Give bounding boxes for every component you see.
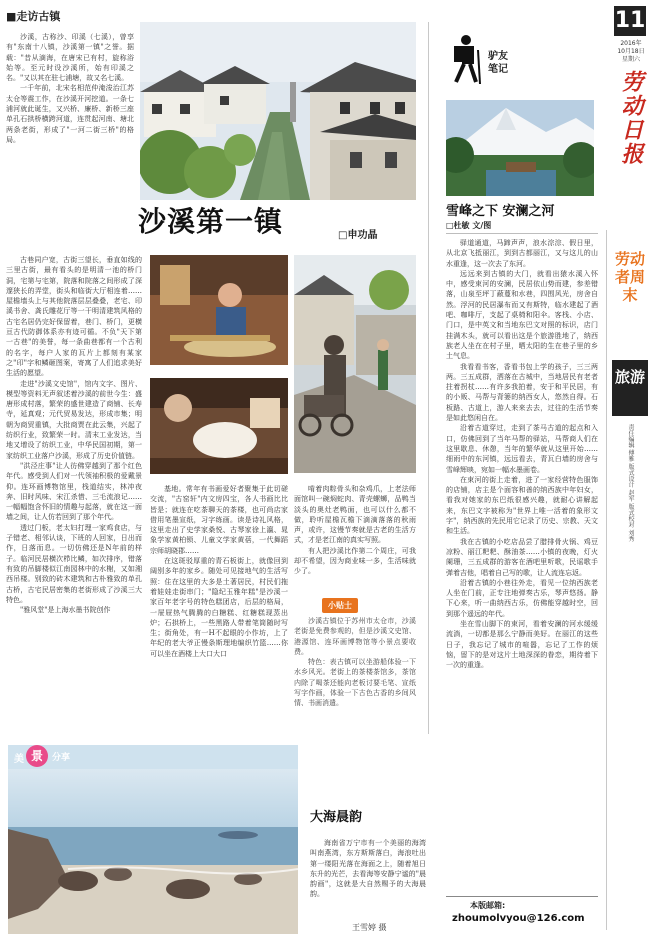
snow-paragraph: 在束河的街上走着，进了一家经营特色服饰的店铺，店主是个面容和善的纳西族中年妇女，看我对她家的东巴纸很感兴趣，就耐心讲解起来，东巴文字被称为"世界上唯一活着的象形文字"，纳西族的先民用它记录了历史、宗教、天文和生活。 (446, 475, 598, 536)
credits (626, 424, 634, 542)
credit-editor: 责任编辑 傅雅 (627, 424, 634, 462)
date-year: 2016年 (620, 40, 642, 47)
date-day: 10月18日 (617, 48, 645, 55)
snow-paragraph: 驿道通道，马蹄声声，浪水淙淙、假日里，从北京飞抵丽江，到到古都丽江，又与这儿的山水重逢，这一次去了东河。 (446, 239, 598, 268)
hiker-icon (446, 34, 482, 86)
rice-cake-photo (150, 378, 288, 474)
shaxi-column-1 (6, 255, 142, 735)
shaxi-body-paragraph: 啃着肉粽骨头和杂鸡爪，上老法师面馆叫一碗焖蛇肉、青壳螺蛳，品鸭当淡头的奥灶老鸭面，也可以什么都不做，聆听屋檐瓦檐下滴滴落落的秋雨声，或许，这慢节奏就是古老的生活方式，才是老江南的真实写照。 (294, 485, 416, 545)
shaxi-intro-paragraph: 一千年前，北宋名相范仲淹浚治江苏太仓等震工作，在沙溪开河挖道。一条七浦河就此诞生，又兴桥、廉桥、新桥三座单孔石拱桥横跨河道，连贯起河南、塘北两条老街，形成了"一河二街三桥"的格局。 (6, 84, 134, 144)
tip-box (294, 616, 416, 734)
mailbox-label: 本版邮箱: (470, 901, 506, 910)
shaxi-body-paragraph: "洪泾庄事"让人彷佛穿越到了那个红色年代。感受到人们对一代领袖积极的爱戴景仰。连环画博物馆里，栈道结实，林冲夜奔、旧时风味、宋江杀惜、三毛流浪记……一幅幅饱含怀旧的情趣与起落，就在这一面墙之间，让人仿若回到了那个年代。 (6, 461, 142, 522)
hiker-column-line2: 笔记 (488, 64, 508, 75)
newspaper-logo: 劳动日报 (618, 70, 644, 166)
section-label: ■走访古镇 (6, 10, 61, 23)
seascape-credit: 王雪婷 摄 (352, 923, 387, 932)
snow-paragraph: 我看看书客，香看书包上学的孩子，三三两两。三五成群，洒落在古城中，当地居民有老者拄着拐杖……有许多我拍着，安于和平民居，有的小贩、马帮与背篓的纳西女人，悠然自得。石板路、古道上，游人来来去去，过往的生活节奏是如此悠闲自在。 (446, 362, 598, 423)
weekday: 星期六 (621, 56, 640, 63)
banner-right: 分享 (52, 753, 71, 763)
hiker-column-line1: 驴友 (488, 51, 508, 62)
shaxi-body-paragraph: "雅风堂"是上海水墨书院创作 (20, 606, 111, 615)
credit-proofreader: 版式校对 刘秀 (627, 503, 634, 542)
snow-paragraph: 坐在雪山脚下的束河，看着安澜的河水缓缓流淌，一切都是那么宁静而美好。在丽江的这些日子，我忘记了城市的喧嚣，忘记了工作的烦恼，留下的是对这片土地深深的眷恋，期待着下一次的重逢。 (446, 619, 598, 670)
scenery-banner (8, 745, 298, 769)
shaxi-body-paragraph: 有人把沙溪比作第二个周庄，可我却不希望，因为商业味一多，生活味就少了。 (294, 546, 416, 576)
snow-title: 雪峰之下 安澜之河 (446, 204, 555, 219)
tip-paragraph: 沙溪古镇位于苏州市太仓市，沙溪老街是免费参观的，但是沙溪文史馆、港源馆、连环画博物馆等小景点要收费。 (294, 617, 416, 656)
shaxi-body-paragraph: 古巷同户宽，古街三望长，垂直如线的三里古街，最有看头的是明清一池的桥门洞，宅第与宅第，院落和院落之间形成了深邃狭长的弄堂，街头和临街大厅相连着……屋檐墙头上与其他院落层层叠叠，老宅、印溪书舍、龚氏雕花厅等一干明清建筑风格的古宅名居仍完好保留着，巷门、桥门，更横亘古代防御体系亦有迹可循。不负"天下第一古巷"的美誉，每一条曲巷都有一个古利的名字，每户人家的瓦片上都刻有某家之"印"字和鳞砸图案，寄寓了人们追求美好生活的愿望。 (6, 256, 142, 378)
snow-mountain-photo (446, 100, 594, 196)
travel-tag: 旅游 (612, 360, 648, 416)
shaxi-body-paragraph: 走进"沙溪文史馆"，馆内文字、图片、模型等资料无声叙述着沙溪的前世今生：盛唐形成村落，繁荣的盛世建造了商铺、长寿寺，延真观；元代贸易发达，形成市集；明朝为商贸重镇，大批商贾在此云集，兴起了纺织行业，致繁荣一时。清末工业发达，当地又增设了纺织工业，中华民国初期，第一家纺织工业落户沙溪，形成了历史价值链。 (6, 379, 142, 460)
shaxi-column-3 (294, 484, 416, 590)
shaxi-intro-paragraph: 沙溪，古称沙、印溪（七溪），曾享有"东南十八镇，沙溪第一镇"之誉。据载："昔从滴海，在唐宋已有村，旋称浴始等。至元时设沙溪所，始有印溪之名。"又以其在驻七浦塘，故又名七溪。 (6, 33, 134, 83)
weekend-title: 劳动者周末 (614, 250, 645, 304)
snow-paragraph: 沿着古道穿过，走到了茶马古道的起点和入口，仿佛回到了当年马帮的驿站，马帮商人们在这里歇息、休憩，当年的繁华就从这里开始……细雨中的东河镇，远远看去，青瓦白墙的房舍与雪峰辉映，宛如一幅水墨画卷。 (446, 424, 598, 474)
banner-mid: 景 (26, 745, 48, 767)
shaxi-body-paragraph: 在这斑驳厚重的青石板街上，就像回到阔别多年的家乡。随处可见接地气的生活写照：住在这里的大多是土著居民，村民们拖着娃娃走街串门；"隐纪玉雅年糕"是沙溪一家百年老字号的特色糕团店，后层的格局，一屉屉热气腾腾的白糖糕、红糖糕现蒸出炉；石拱桥上，一些黑路人带着笔筒随时写生；街角处，有一H不起眼的小作坊，上了年纪的老大爷正慢条斯理地编织竹篮……你可以坐在酒楼上大口大口 (150, 557, 288, 658)
shaxi-intro (6, 32, 134, 145)
shaxi-body-paragraph: 基地。常年有书画爱好者聚集于此切磋交流，"古窑轩"内文房四宝，各人书画比比皆是；就连在吃茶聊天的茶楼，也可尚店家借用笔墨宣纸，习字练画。读是诗礼风格，这里走出了史学家桑悦、古琴家徐上瀛、晁象学家黄柏锁、儿童文学家黄蓓，一代舞蹈宗师胡晓郡…… (150, 485, 288, 555)
issue-date (614, 40, 648, 64)
banner-left: 美 (14, 754, 24, 765)
seascape-photo (8, 769, 298, 934)
weaver-photo (150, 255, 288, 365)
seascape-caption (310, 838, 426, 914)
mailbox-email[interactable]: zhoumolvyou@126.com (452, 913, 585, 924)
snow-body (446, 238, 598, 878)
shaxi-title: 沙溪第一镇 (138, 205, 284, 238)
shaxi-body-paragraph: 透过门板，老太妇打理一家鸡食店，与子错老、相邻认谈，下班的人回家，日出而作，日落而息。一切仿佛还是N年前的样子。临河民居横次栉比鳞，如次排序，错落有致的吊脚楼似江南园林中的水榭，又如湘西吊楼。别致的砖木建筑和古朴雅致的单孔古桥，古宅民居密集的老街形成了沙溪三大特色。 (6, 523, 142, 604)
tip-badge: 小贴士 (322, 598, 358, 613)
snow-author: □杜敏 文/图 (446, 221, 492, 230)
hiker-column-name (488, 50, 508, 76)
snow-paragraph: 沿着古镇的小巷往外走，看见一位纳西族老人坐在门前，正专注地弹奏古乐，琴声悠扬。静下心来，听一曲纳西古乐，仿佛能穿越时空，回到那个遥远的年代。 (446, 578, 598, 618)
snow-paragraph: 我在古镇的小吃店品尝了腊排骨火锅、鸡豆凉粉、丽江粑粑、酥油茶……小镇的夜晚，灯火阑珊，三五成群的游客在酒吧里听歌，民谣歌手弹着吉他，唱着自己写的歌，让人流连忘返。 (446, 537, 598, 577)
statue-street-photo (294, 255, 416, 473)
credit-designer: 版式设计 赵军 (627, 463, 634, 502)
shaxi-canal-photo (140, 22, 416, 200)
shaxi-column-2 (150, 484, 288, 734)
snow-paragraph: 远远来到古镇的大门，就看出猿水溪入怀中，感受束河的安澜，民居依山势而建，参差错落，山泉至坪丁蔽蔓和水巷，四围风光，房舍自然。浮河的民居瀑布而又有斯特，临水建起了酒吧、咖啡厅，支起了桌椅和阳伞。客栈、小店、门口，是中英文和当地东巴文对照的标识，店门挂满木头，就可以看出这是个旅游胜地了，纳西族老人坐在在村子里，晒太阳的生在巷子里的乡土气息。 (446, 269, 598, 361)
seascape-title: 大海晨韵 (310, 810, 363, 825)
shaxi-author: □申功晶 (338, 230, 378, 241)
tip-paragraph: 特色：表古镇可以坐游船体验一下水乡风光。老街上的茶楼茶馆多，茶馆内除了喝茶还能向老板讨要毛笔、宣纸写字作画，体验一下古色古香的乡间风情、书画消遣。 (294, 658, 416, 708)
seascape-caption-text: 海南省万宁市有一个美丽的海湾叫南燕湾，东方斯斯落白，海浪吐出第一缕阳光落在海面之上，随着旭日东升的光芒，去看海等安静宁谧的"晨韵画"，这就是大自然赐予的大海晨韵。 (310, 839, 426, 899)
page-number: 11 (614, 6, 646, 36)
